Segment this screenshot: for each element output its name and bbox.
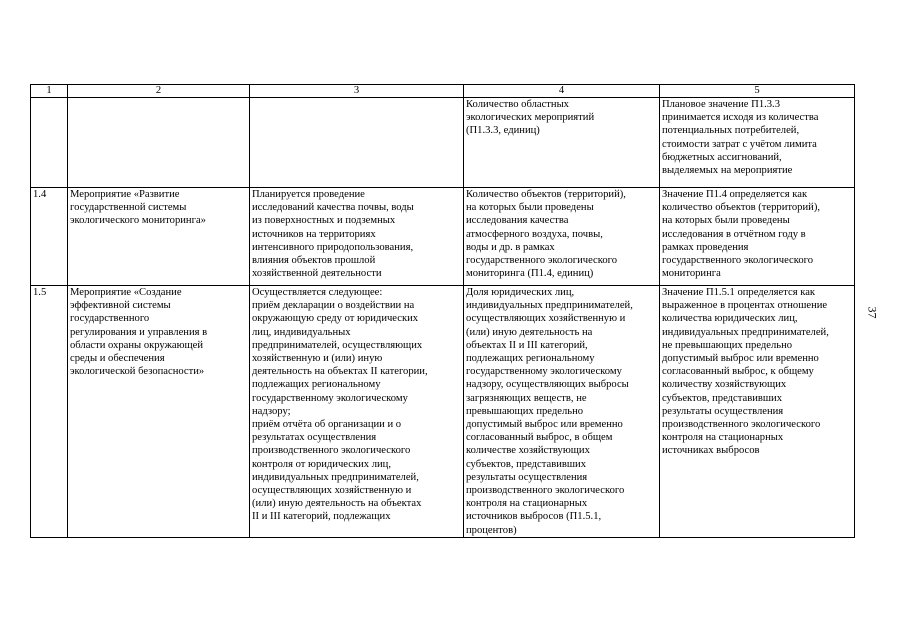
table-row bbox=[31, 188, 855, 286]
table-row bbox=[31, 286, 855, 538]
row-number bbox=[31, 98, 68, 188]
indicator-method: Значение П1.4 определяется как количество объектов (территорий), на которых были проведены исследования в отчётном году в рамках проведения государственного экологического мониторинга bbox=[660, 188, 855, 286]
indicator-method: Плановое значение П1.3.3 принимается исходя из количества потенциальных потребителей, стоимости затрат с учётом лимита бюджетных ассигнований, выделяемых на мероприятие bbox=[660, 98, 855, 188]
table-row bbox=[31, 98, 855, 188]
header-col-5: 5 bbox=[660, 85, 855, 98]
header-row bbox=[31, 85, 855, 98]
row-number: 1.5 bbox=[31, 286, 68, 538]
measure-description: Осуществляется следующее: приём декларации о воздействии на окружающую среду от юридических лиц, индивидуальных предпринимателей, осуществляющих хозяйственную и (или) иную деятельность на объектах II категории, подлежащих региональному государственному экологическому надзору; приём отчёта об организации и о результатах осуществления производственного экологического контроля от юридических лиц, индивидуальных предпринимателей, осуществляющих хозяйственную и (или) иную деятельность на объектах II и III категорий, подлежащих bbox=[250, 286, 464, 538]
header-col-1: 1 bbox=[31, 85, 68, 98]
indicator-name: Количество областных экологических мероприятий (П1.3.3, единиц) bbox=[464, 98, 660, 188]
header-col-4: 4 bbox=[464, 85, 660, 98]
indicator-name: Доля юридических лиц, индивидуальных предпринимателей, осуществляющих хозяйственную и (или) иную деятельность на объектах II и III категорий, подлежащих региональному государственному экологическому надзору, осуществляющих выбросы загрязняющих веществ, не превышающих предельно допустимый выброс или временно согласованный выброс, в общем количестве хозяйствующих субъектов, представивших результаты осуществления производственного экологического контроля на стационарных источников выбросов (П1.5.1, процентов) bbox=[464, 286, 660, 538]
indicator-name: Количество объектов (территорий), на которых были проведены исследования качества атмосферного воздуха, почвы, воды и др. в рамках государственного экологического мониторинга (П1.4, единиц) bbox=[464, 188, 660, 286]
indicator-method: Значение П1.5.1 определяется как выраженное в процентах отношение количества юридических лиц, индивидуальных предпринимателей, не превышающих предельно допустимый выброс или временно согласованный выброс, к общему количеству хозяйствующих субъектов, представивших результаты осуществления производственного экологического контроля на стационарных источниках выбросов bbox=[660, 286, 855, 538]
measure-name: Мероприятие «Развитие государственной системы экологического мониторинга» bbox=[68, 188, 250, 286]
page-number: 37 bbox=[865, 306, 880, 319]
measure-description bbox=[250, 98, 464, 188]
header-col-2: 2 bbox=[68, 85, 250, 98]
measure-name bbox=[68, 98, 250, 188]
header-col-3: 3 bbox=[250, 85, 464, 98]
measure-name: Мероприятие «Создание эффективной системы государственного регулирования и управления в области охраны окружающей среды и обеспечения экологической безопасности» bbox=[68, 286, 250, 538]
row-number: 1.4 bbox=[31, 188, 68, 286]
measure-description: Планируется проведение исследований качества почвы, воды из поверхностных и подземных источников на территориях интенсивного природопользования, влияния объектов прошлой хозяйственной деятельности bbox=[250, 188, 464, 286]
measures-table bbox=[30, 84, 855, 538]
